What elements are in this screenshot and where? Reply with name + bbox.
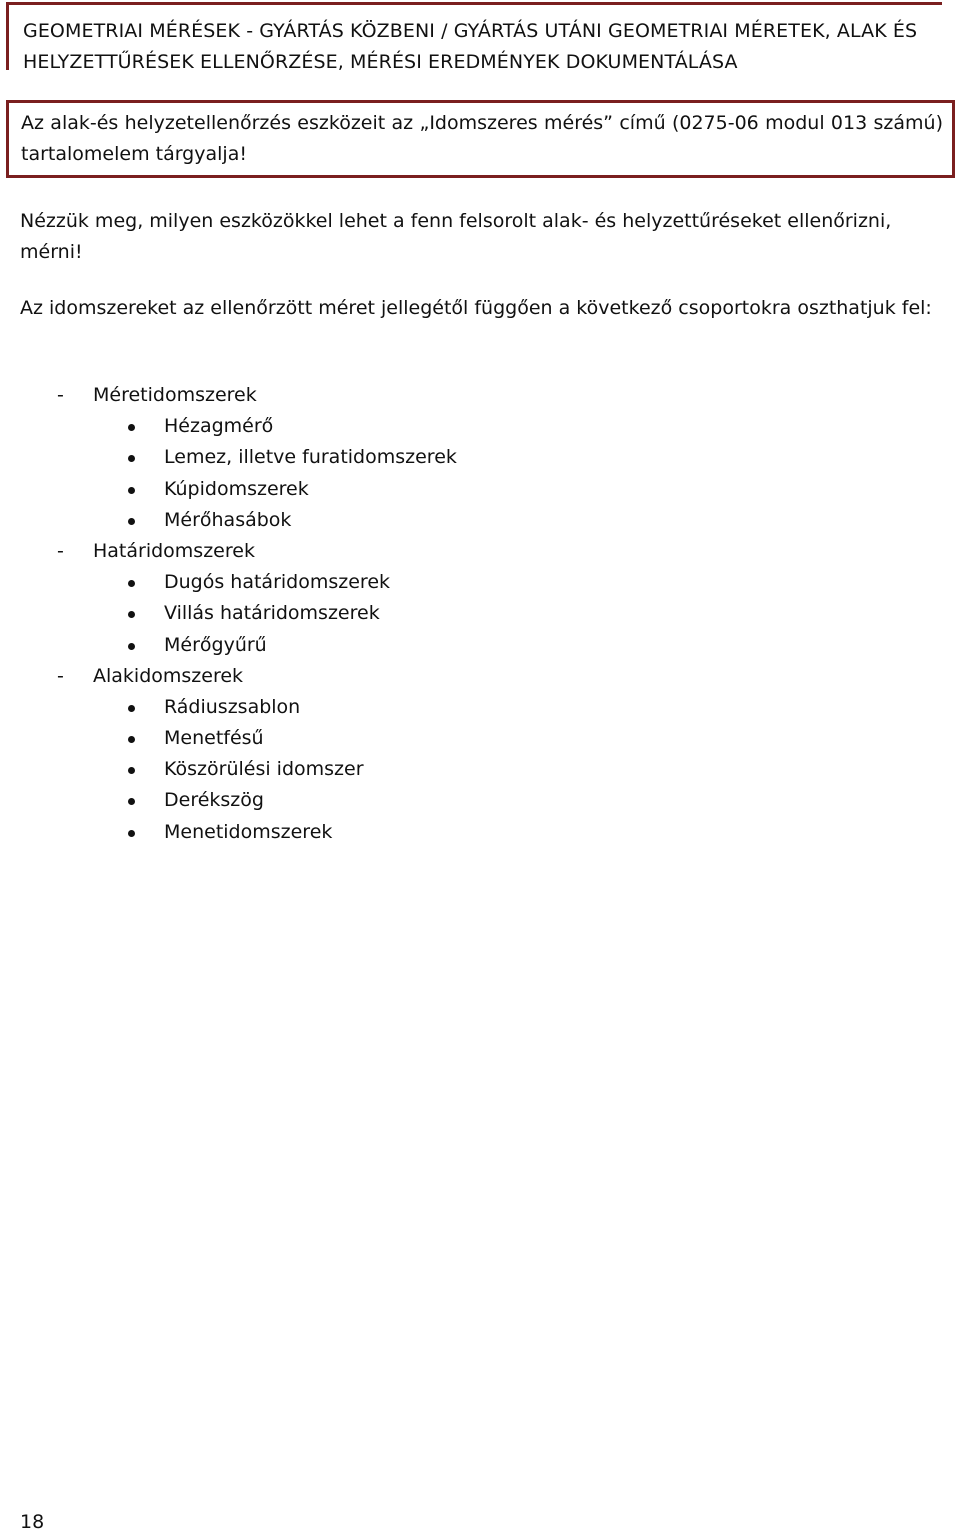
- list-item-label: Villás határidomszerek: [164, 602, 380, 625]
- bullet-icon: [128, 518, 135, 525]
- list-item-label: Köszörülési idomszer: [164, 758, 364, 781]
- bullet-icon: [128, 580, 135, 587]
- list-item-label: Dugós határidomszerek: [164, 571, 391, 594]
- list-item: [0, 474, 960, 505]
- list-item-label: Kúpidomszerek: [164, 477, 309, 500]
- list-item: [0, 817, 960, 848]
- bullet-icon: [128, 487, 135, 494]
- list-item: [0, 442, 960, 473]
- list-item-label: Derékszög: [164, 789, 264, 812]
- list-item: [0, 723, 960, 754]
- page-number: 18: [20, 1511, 45, 1533]
- list-item-label: Menetidomszerek: [164, 820, 333, 843]
- grouping-paragraph: Az idomszereket az ellenőrzött méret jellegétől függően a következő csoportokra oszthatjuk fel:: [20, 297, 932, 319]
- list-item-label: Rádiuszsablon: [164, 695, 301, 718]
- list-item-label: Mérőhasábok: [164, 508, 292, 531]
- list-item: [0, 630, 960, 661]
- dash-marker: -: [57, 384, 64, 406]
- list-item-label: Lemez, illetve furatidomszerek: [164, 446, 457, 469]
- page-header-title: GEOMETRIAI MÉRÉSEK - GYÁRTÁS KÖZBENI / GYÁRTÁS UTÁNI GEOMETRIAI MÉRETEK, ALAK ÉS HELYZETTŰRÉSEK ELLENŐRZÉSE, MÉRÉSI EREDMÉNYEK DOKUMENTÁLÁSA: [23, 20, 918, 73]
- bullet-icon: [128, 767, 135, 774]
- bullet-icon: [128, 455, 135, 462]
- list-item: [0, 567, 960, 598]
- bullet-icon: [128, 705, 135, 712]
- category-label: Alakidomszerek: [93, 664, 244, 687]
- list-item-label: Menetfésű: [164, 727, 264, 750]
- bullet-icon: [128, 424, 135, 431]
- category-label: Határidomszerek: [93, 539, 255, 562]
- list-item: [0, 598, 960, 629]
- dash-marker: -: [57, 539, 64, 562]
- bullet-icon: [128, 736, 135, 743]
- list-item: [0, 505, 960, 536]
- list-item: [0, 692, 960, 723]
- bullet-icon: [128, 798, 135, 805]
- note-text: Az alak-és helyzetellenőrzés eszközeit az „Idomszeres mérés” című (0275-06 modul 013 számú) tartalomelem tárgyalja!: [21, 112, 943, 165]
- bullet-icon: [128, 643, 135, 650]
- gauge-category-list: [0, 380, 960, 848]
- bullet-icon: [128, 830, 135, 837]
- list-item: [0, 754, 960, 785]
- list-item: [0, 785, 960, 816]
- list-item-label: Hézagmérő: [164, 415, 274, 438]
- category-row: [0, 380, 960, 411]
- page-header: [6, 2, 942, 73]
- note-box: [6, 100, 955, 178]
- category-label: Méretidomszerek: [93, 384, 257, 406]
- list-item: [0, 411, 960, 442]
- intro-paragraph: Nézzük meg, milyen eszközökkel lehet a fenn felsorolt alak- és helyzettűréseket ellenőrizni, mérni!: [20, 210, 892, 263]
- category-row: [0, 536, 960, 567]
- dash-marker: -: [57, 664, 64, 687]
- category-row: [0, 661, 960, 692]
- bullet-icon: [128, 611, 135, 618]
- list-item-label: Mérőgyűrű: [164, 633, 267, 656]
